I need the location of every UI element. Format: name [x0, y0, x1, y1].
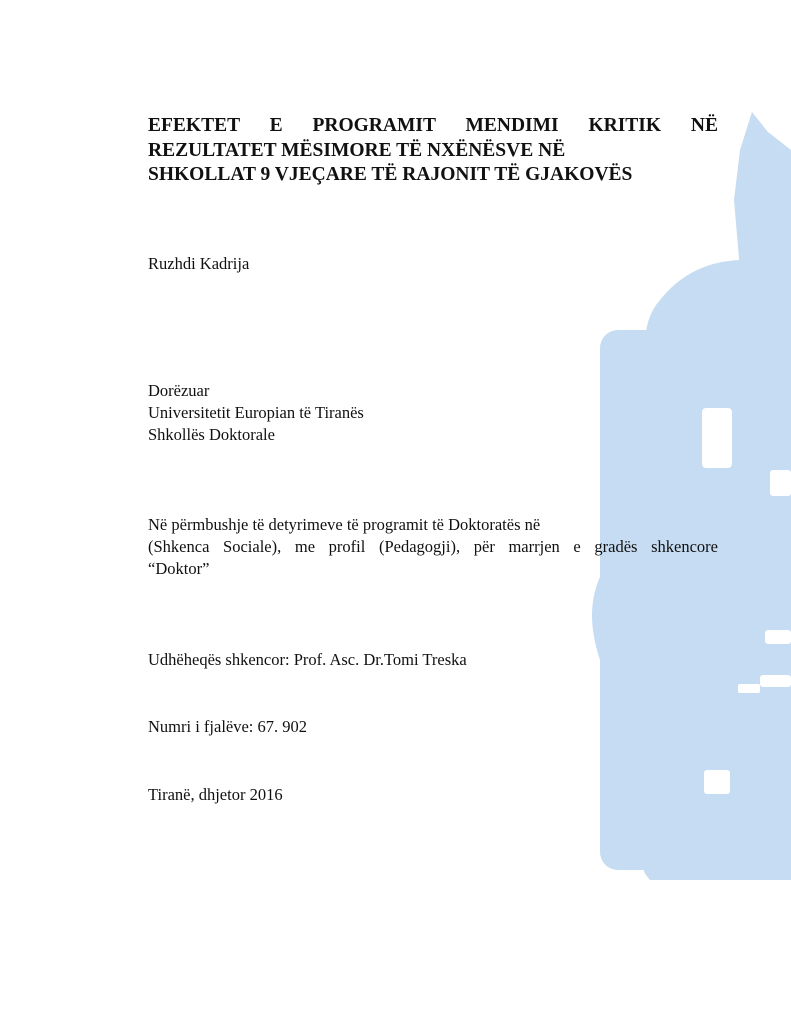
title-line-1: EFEKTET E PROGRAMIT MENDIMI KRITIK NË [148, 115, 718, 136]
fulfilment-line-2: (Shkenca Sociale), me profil (Pedagogji), për marrjen e gradës shkencore [148, 537, 718, 556]
title-line-2: REZULTATET MËSIMORE TË NXËNËSVE NË [148, 139, 566, 161]
submitted-label: Dorëzuar [148, 381, 210, 400]
degree-name: “Doktor” [148, 559, 210, 578]
document-title [148, 114, 718, 188]
fulfilment-statement [148, 514, 718, 580]
doctoral-school: Shkollës Doktorale [148, 425, 275, 444]
university-name: Universitetit Europian të Tiranës [148, 403, 364, 422]
fulfilment-line-1: Në përmbushje të detyrimeve të programit të Doktoratës në [148, 515, 541, 534]
place-date: Tiranë, dhjetor 2016 [148, 785, 283, 804]
title-line-3: SHKOLLAT 9 VJEÇARE TË RAJONIT TË GJAKOVËS [148, 164, 633, 185]
supervisor: Udhëheqës shkencor: Prof. Asc. Dr.Tomi Treska [148, 650, 467, 669]
word-count: Numri i fjalëve: 67. 902 [148, 717, 308, 736]
submission-block [148, 380, 364, 446]
author-name: Ruzhdi Kadrija [148, 254, 250, 273]
